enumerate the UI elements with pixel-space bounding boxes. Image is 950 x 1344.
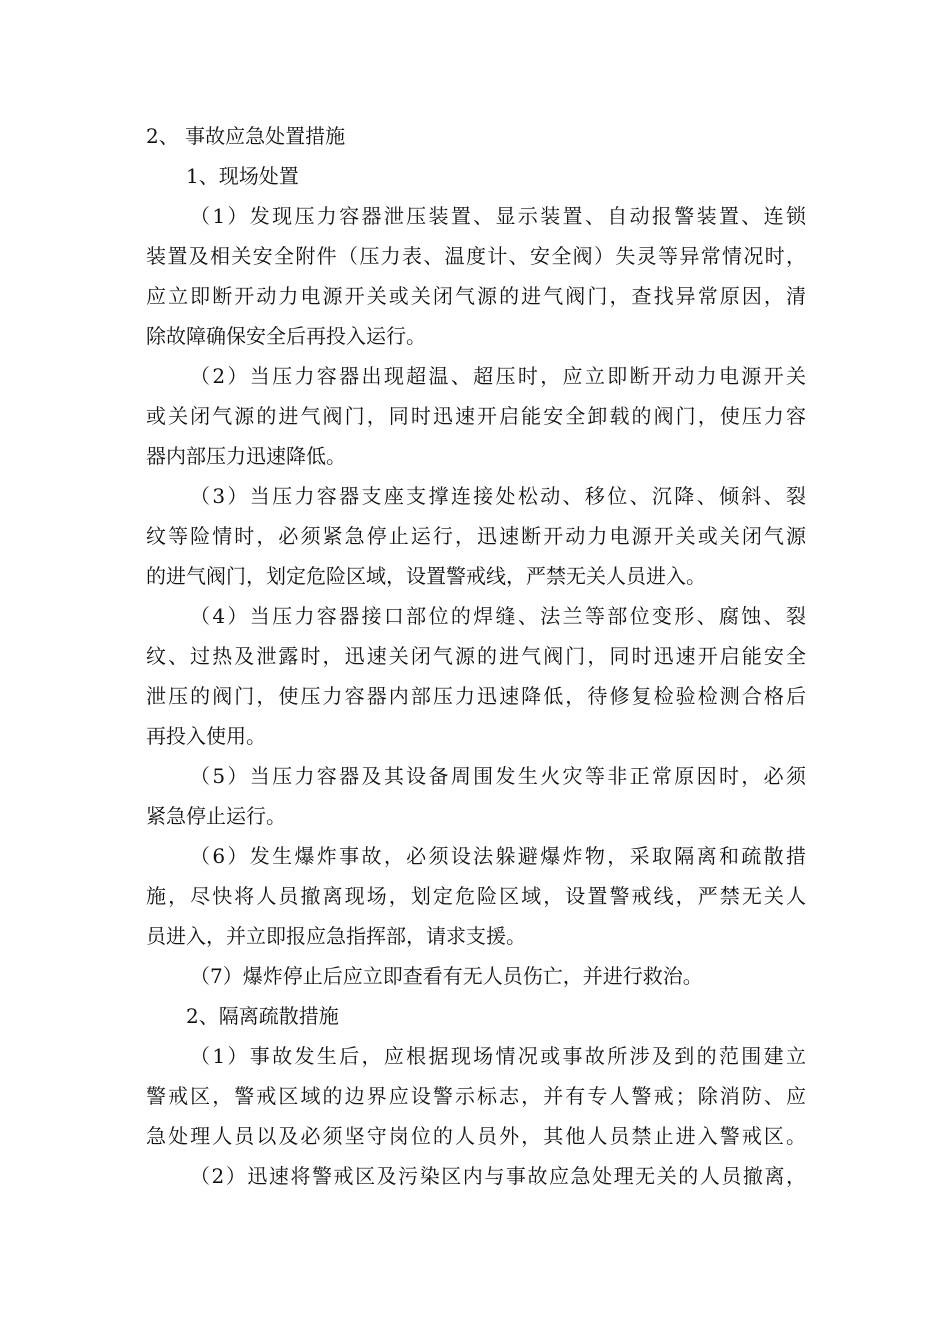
section-heading: 2、 事故应急处置措施 [146, 124, 346, 148]
paragraph-line: （6）发生爆炸事故，必须设法躲避爆炸物，采取隔离和疏散措 [190, 844, 806, 868]
paragraph-line: 应立即断开动力电源开关或关闭气源的进气阀门，查找异常原因，清 [146, 284, 806, 308]
subsection-heading: 1、现场处置 [186, 164, 299, 188]
paragraph-line: （5）当压力容器及其设备周围发生火灾等非正常原因时，必须 [190, 764, 806, 788]
paragraph-line: 紧急停止运行。 [146, 804, 286, 828]
paragraph-line: 的进气阀门，划定危险区域，设置警戒线，严禁无关人员进入。 [146, 564, 706, 588]
paragraph-line: （3）当压力容器支座支撑连接处松动、移位、沉降、倾斜、裂 [190, 484, 806, 508]
paragraph-line: 再投入使用。 [146, 724, 266, 748]
paragraph-line: 纹、过热及泄露时，迅速关闭气源的进气阀门，同时迅速开启能安全 [146, 644, 806, 668]
paragraph-line: 急处理人员以及必须坚守岗位的人员外，其他人员禁止进入警戒区。 [146, 1124, 806, 1148]
subsection-heading: 2、隔离疏散措施 [186, 1004, 339, 1028]
paragraph-line: （2）迅速将警戒区及污染区内与事故应急处理无关的人员撤离， [190, 1164, 806, 1188]
paragraph-line: 员进入，并立即报应急指挥部，请求支援。 [146, 924, 526, 948]
paragraph-line: 除故障确保安全后再投入运行。 [146, 324, 426, 348]
paragraph-line: 或关闭气源的进气阀门，同时迅速开启能安全卸载的阀门，使压力容 [146, 404, 806, 428]
paragraph-line: 器内部压力迅速降低。 [146, 444, 346, 468]
paragraph-line: 装置及相关安全附件（压力表、温度计、安全阀）失灵等异常情况时， [146, 244, 806, 268]
paragraph-line: （1）事故发生后，应根据现场情况或事故所涉及到的范围建立 [190, 1044, 806, 1068]
paragraph-line: （1）发现压力容器泄压装置、显示装置、自动报警装置、连锁 [190, 204, 806, 228]
paragraph-line: 警戒区，警戒区域的边界应设警示标志，并有专人警戒；除消防、应 [146, 1084, 806, 1108]
paragraph-line: 泄压的阀门，使压力容器内部压力迅速降低，待修复检验检测合格后 [146, 684, 806, 708]
paragraph-line: 纹等险情时，必须紧急停止运行，迅速断开动力电源开关或关闭气源 [146, 524, 806, 548]
paragraph-line: 施，尽快将人员撤离现场，划定危险区域，设置警戒线，严禁无关人 [146, 884, 806, 908]
paragraph-line: （4）当压力容器接口部位的焊缝、法兰等部位变形、腐蚀、裂 [190, 604, 806, 628]
paragraph-line: （7）爆炸停止后应立即查看有无人员伤亡，并进行救治。 [190, 964, 703, 988]
paragraph-line: （2）当压力容器出现超温、超压时，应立即断开动力电源开关 [190, 364, 806, 388]
